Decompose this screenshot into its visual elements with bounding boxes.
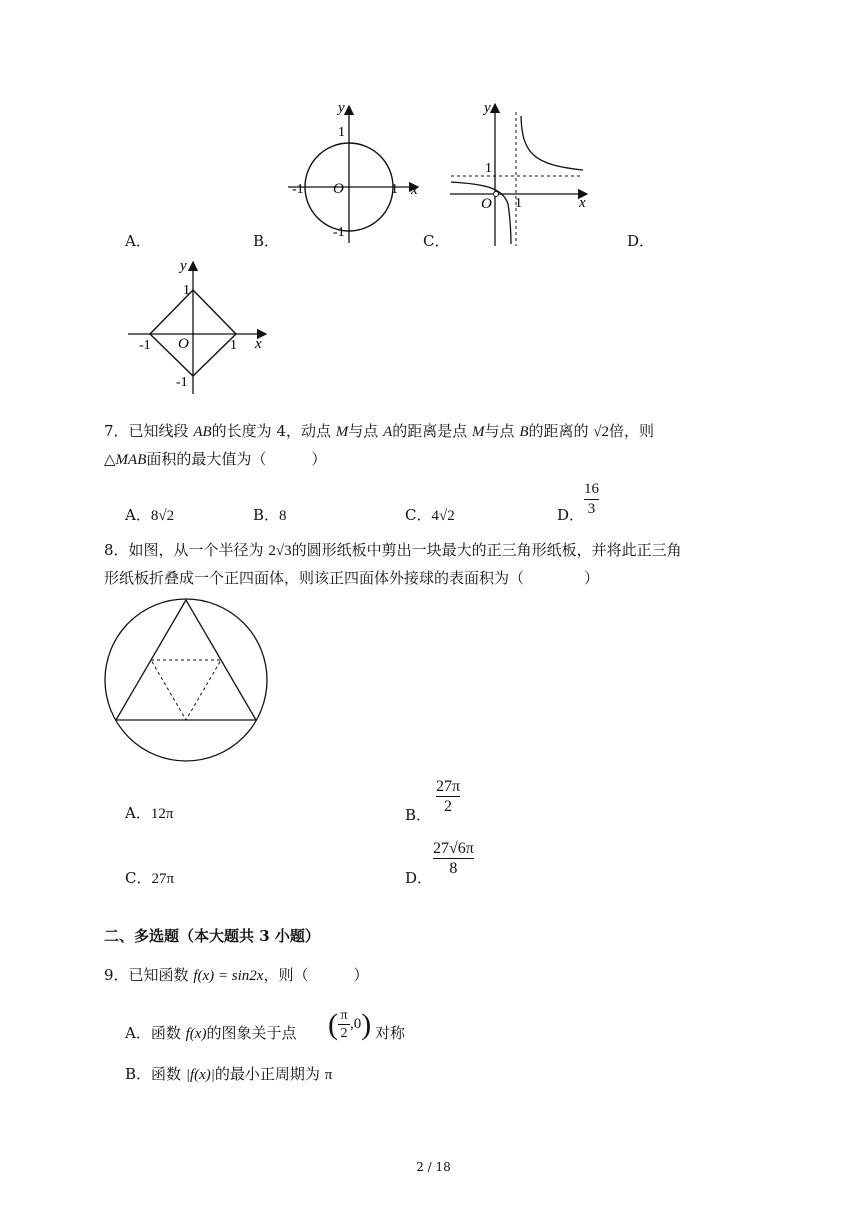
equilateral-triangle [116, 600, 256, 720]
x-label: x [579, 195, 586, 211]
hyperbola-left-branch [451, 182, 511, 244]
q6-option-c: C． [423, 232, 450, 250]
q8-option-c [125, 868, 174, 889]
q9-number: 9． [104, 966, 129, 984]
q8-text: 的圆形纸板中剪出一块最大的正三角形纸板，并将此正三角 [291, 541, 682, 559]
q7-line2 [104, 449, 326, 470]
tick-bottom: -1 [333, 225, 345, 240]
q7-option-b [253, 505, 287, 526]
q7-text: 倍，则 [609, 422, 655, 440]
option-value: 8 [279, 508, 287, 524]
denominator: 2 [444, 798, 453, 815]
option-value: π [324, 1067, 333, 1083]
q7-text: 与点 [348, 422, 379, 440]
q8-option-d-label: D． [405, 869, 433, 887]
option-label: C． [405, 506, 432, 524]
q7-point-m: M [472, 424, 485, 440]
denominator: 2 [340, 1026, 348, 1041]
option-value: 12π [150, 806, 174, 822]
denominator: 3 [587, 501, 596, 517]
option-label: B． [125, 1065, 152, 1083]
circle-graph-figure [278, 98, 428, 248]
right-paren: ) [361, 1007, 372, 1041]
option-value: 8√2 [150, 508, 175, 524]
point-fraction [338, 1008, 350, 1041]
q7-number: 7． [104, 422, 129, 440]
tick-top: 1 [338, 125, 345, 140]
point-rest: ,0 [350, 1016, 362, 1032]
q7-text: 已知线段 [128, 422, 189, 440]
x-label: x [255, 336, 262, 352]
q6-option-a: A． [125, 232, 151, 250]
q8-option-b-label: B． [405, 806, 432, 824]
page-number: 2 / 18 [416, 1160, 451, 1174]
q6-option-d: D． [627, 232, 655, 250]
numerator: 27π [436, 778, 461, 795]
tick-x-1: 1 [515, 196, 522, 211]
denominator: 8 [449, 860, 458, 877]
option-label: C． [125, 869, 152, 887]
option-text: 的最小正周期为 [214, 1065, 320, 1083]
origin-label: O [178, 336, 189, 352]
option-label: A． [125, 506, 151, 524]
option-label: A． [125, 804, 151, 822]
option-label: A． [125, 1024, 151, 1042]
q7-option-d-fraction [584, 481, 599, 518]
q7-text: 面积的最大值为（ ） [146, 450, 327, 468]
option-label: B． [253, 506, 280, 524]
option-text: 函数 [150, 1024, 181, 1042]
y-label: y [180, 258, 187, 274]
option-text: 的图象关于点 [206, 1024, 297, 1042]
q7-sqrt2: √2 [593, 424, 610, 440]
q8-line2: 形纸板折叠成一个正四面体，则该正四面体外接球的表面积为（ ） [104, 569, 600, 587]
section-title: 二、多选题（本大题共 3 小题） [104, 927, 320, 945]
q8-option-a [125, 803, 173, 824]
q7-text: 与点 [484, 422, 515, 440]
option-function: |f(x)| [185, 1067, 215, 1083]
y-label: y [338, 100, 345, 116]
origin-label: O [333, 181, 344, 197]
q7-option-a [125, 505, 174, 526]
left-paren: ( [328, 1007, 338, 1041]
q7-text: 的长度为 4，动点 [211, 422, 331, 440]
q9-text: ，则（ ） [263, 966, 369, 984]
q8-text: 如图，从一个半径为 [128, 541, 264, 559]
tick-top: 1 [183, 283, 190, 298]
numerator: π [340, 1008, 348, 1023]
x-label: x [411, 182, 418, 198]
q7-point-m: M [335, 424, 349, 440]
q8-option-d-fraction [433, 840, 474, 877]
paper-circle [105, 599, 267, 761]
q8-radius: 2√3 [268, 543, 292, 559]
q9-text: 已知函数 [128, 966, 189, 984]
circle-triangle-figure [100, 598, 272, 764]
q8-line1 [104, 540, 682, 561]
tick-left: -1 [292, 182, 304, 197]
open-point [494, 192, 499, 197]
q6-option-b: B． [253, 232, 280, 250]
tick-right: 1 [230, 338, 237, 353]
triangle-symbol: △ [104, 450, 116, 468]
numerator: 16 [584, 481, 599, 497]
diamond-graph-figure [124, 256, 274, 396]
option-value: 4√2 [431, 508, 455, 524]
q7-line1 [104, 421, 654, 442]
q8-option-b-fraction [436, 778, 460, 815]
q7-point-a: A [383, 424, 393, 440]
origin-label: O [481, 196, 492, 212]
hyperbola-right-branch [521, 116, 583, 170]
q8-number: 8． [104, 541, 129, 559]
q9-function: f(x) = sin2x [193, 968, 264, 984]
q9-option-a-point [328, 1008, 371, 1041]
q7-triangle-mab: MAB [115, 452, 147, 468]
y-label: y [484, 100, 491, 116]
q9-option-a-text [125, 1023, 296, 1044]
option-value: 27π [151, 871, 175, 887]
option-text: 函数 [151, 1065, 182, 1083]
hyperbola-graph-figure [445, 98, 595, 250]
tick-right: 1 [391, 182, 398, 197]
q7-text: 的距离的 [528, 422, 589, 440]
option-function: f(x) [185, 1026, 207, 1042]
q9-option-b [125, 1064, 332, 1085]
tick-bottom: -1 [176, 375, 188, 390]
q9-option-a-end: 对称 [375, 1024, 406, 1042]
q7-point-b: B [519, 424, 529, 440]
tick-y-1: 1 [485, 161, 492, 176]
fold-lines [151, 660, 221, 720]
tick-left: -1 [139, 338, 151, 353]
q7-text: 的距离是点 [392, 422, 468, 440]
q9-stem [104, 965, 368, 986]
q7-option-c [405, 505, 455, 526]
q7-option-d-label: D． [557, 506, 585, 524]
q7-segment-ab: AB [193, 424, 212, 440]
numerator: 27√6π [433, 840, 474, 857]
